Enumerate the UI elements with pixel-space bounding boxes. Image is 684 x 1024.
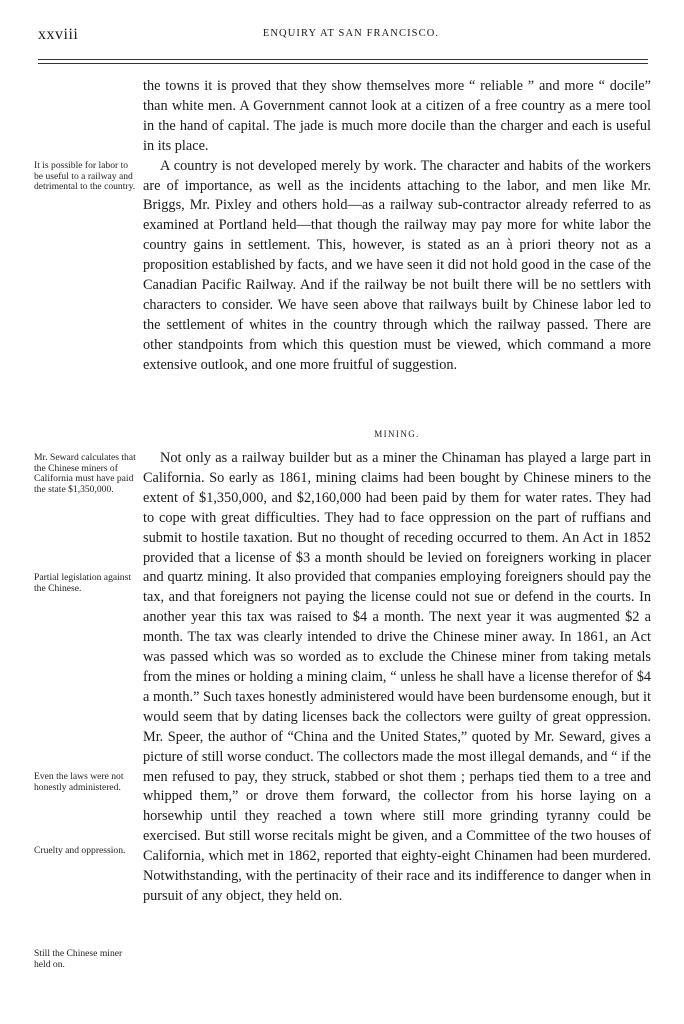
paragraph-country-development: A country is not developed merely by work. The character and habits of the workers are of importance, as well as the incidents attaching to the labor, and men like Mr. Briggs, Mr. Pixley and others hold—as a railway sub-contractor already referred to as examined at Portland held—that though the railway may pay more for white labor the country gains in settlement. This, however, is stated as an à priori theory not as a proposition established by facts, and we have seen it did not hold good in the case of the Canadian Pacific Railway. And if the railway be not built there will be no settlers with characters to consider. We have seen above that railways built by Chinese labor led to the settlement of whites in the country through which the railway passed. There are other standpoints from which this question must be viewed, which command a more extensive outlook, and one more fruitful of suggestion. [143,157,651,373]
running-title: ENQUIRY AT SAN FRANCISCO. [262,28,440,39]
paragraph-chinese-miners: Not only as a railway builder but as a miner the Chinaman has played a large part in California. So early as 1861, mining claims had been bought by Chinese miners to the extent of $1,350,000, and $2,160,000 had been paid by them for water rates. They had to cope with great difficulties. They had to face oppression on the part of ruffians and submit to hostile taxation. But no thought of receding occurred to them. An Act in 1852 provided that a license of $3 a month should be levied on foreigners working in placer and quartz mining. It also provided that companies employing foreigners should pay the tax, and that foreigners not paying the license could not sue or defend in the courts. In another year this tax was raised to $4 a month. The next year it was augmented $2 a month. The tax was clearly intended to drive the Chinese miner away. In 1861, an Act was passed which was so worded as to exclude the Chinese miner from taking metals from the mines or holding a mining claim, “ unless he shall have a license therefor of $4 a month.” Such taxes honestly administered would have been burdensome enough, but it would seem that by dating licenses back the collectors were guilty of great oppression. Mr. Speer, the author of “China and the United States,” quoted by Mr. Seward, gives a picture of still worse conduct. The collectors made the most illegal demands, and “ if the men refused to pay, they struck, stabbed or shot them ; perhaps tied them to a tree and whipped them,” or drove them forward, the collector from his horse laying on a horsewhip until they reached a town where still more grinding tyranny could be exercised. But still worse recitals might be given, and a Committee of the two houses of California, which met in 1862, reported that eighty-eight Chinamen had been murdered. Notwithstanding, with the pertinacity of their race and its indifference to danger when in pursuit of any object, they held on. [143,450,651,904]
sidenote-railway-labor: It is possible for labor to be useful to a railway and detrimental to the country. [34,160,136,192]
sidenote-laws-not-administered: Even the laws were not honestly administered. [34,771,124,793]
sidenote-partial-legislation: Partial legislation against the Chinese. [34,572,131,594]
sidenote-chinese-held-on: Still the Chinese miner held on. [34,948,123,970]
header-rule [38,59,648,60]
body-text-lower [143,449,651,907]
body-text-upper [143,77,651,376]
header-rule-lower [38,63,648,64]
section-heading-mining: MINING. [374,429,420,439]
sidenote-cruelty: Cruelty and oppression. [34,845,126,856]
paragraph-reliable-docile: the towns it is proved that they show themselves more “ reliable ” and more “ docile” than white men. A Government cannot look at a citizen of a free country as a mere tool in the hand of capital. The jade is much more docile than the charger and each is useful in its place. [143,78,651,154]
page-number: xxviii [38,26,79,43]
sidenote-seward-calculation: Mr. Seward calculates that the Chinese miners of California must have paid the state $1,350,000. [34,452,136,495]
